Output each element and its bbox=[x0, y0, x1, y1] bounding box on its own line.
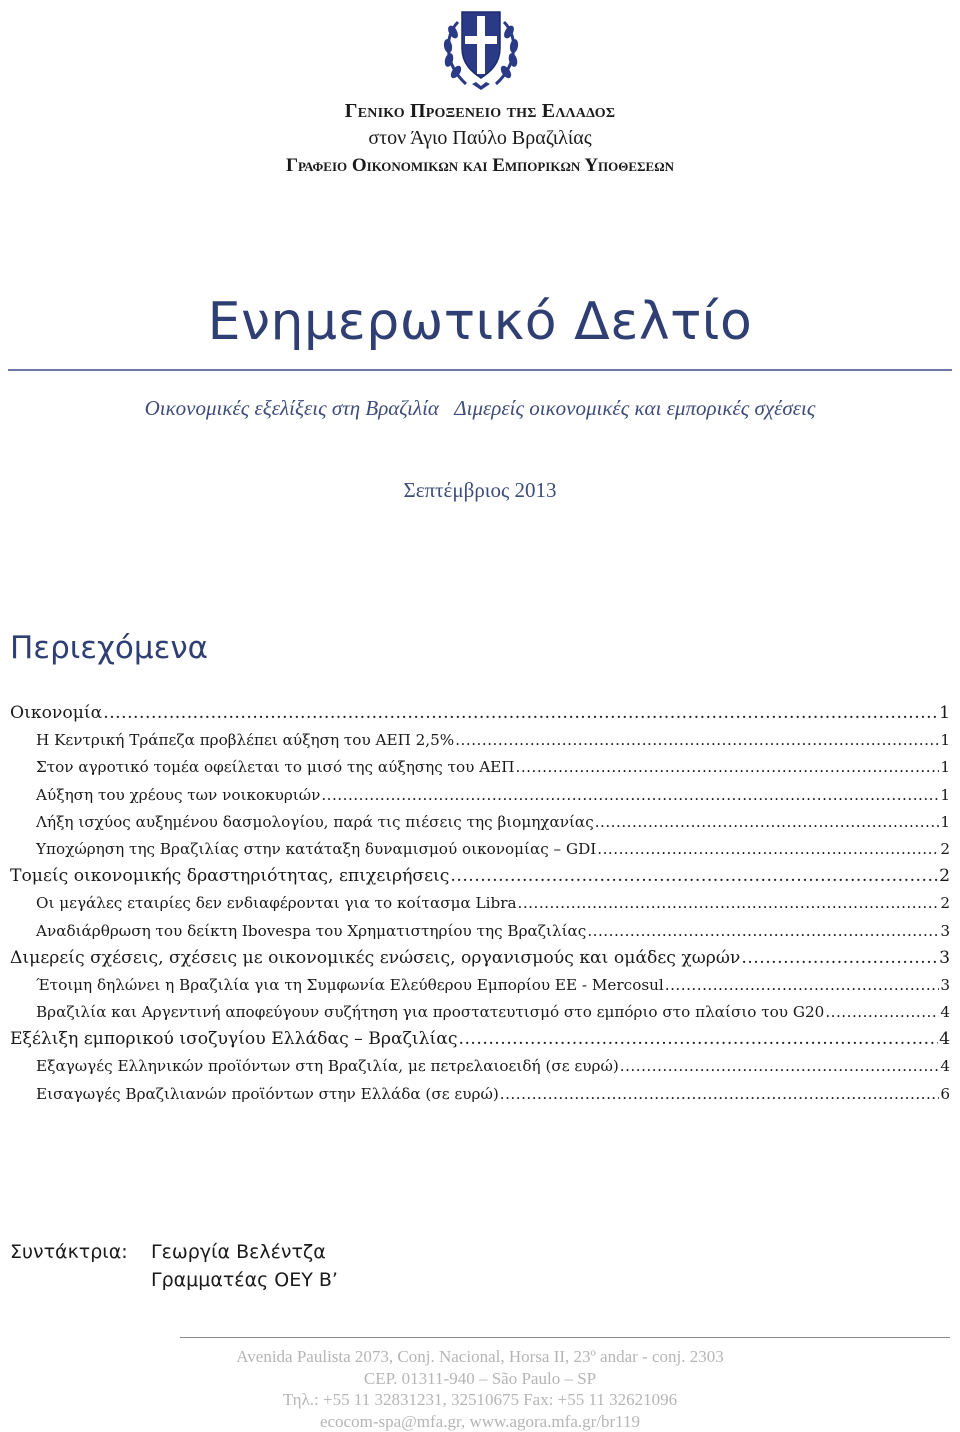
toc-entry[interactable] bbox=[10, 782, 950, 809]
toc-entry-page: 4 bbox=[939, 1026, 950, 1053]
footer-line: Τηλ.: +55 11 32831231, 32510675 Fax: +55 11 32621096 bbox=[180, 1389, 780, 1411]
toc-entry-title: Έτοιμη δηλώνει η Βραζιλία για τη Συμφωνία Ελεύθερου Εμπορίου ΕΕ - Mercosul bbox=[36, 972, 664, 999]
toc-entry-title: Εξέλιξη εμπορικού ισοζυγίου Ελλάδας – Βραζιλίας bbox=[10, 1026, 458, 1053]
toc-entry-title: Εισαγωγές Βραζιλιανών προϊόντων στην Ελλάδα (σε ευρώ) bbox=[36, 1081, 499, 1108]
toc-entry-page: 3 bbox=[939, 945, 950, 972]
consulate-location: στον Άγιο Παύλο Βραζιλίας bbox=[0, 127, 960, 150]
toc-dot-leader bbox=[459, 1026, 939, 1053]
toc-entry[interactable] bbox=[10, 918, 950, 945]
toc-dot-leader bbox=[103, 700, 938, 727]
toc-dot-leader bbox=[518, 890, 940, 917]
toc-entry[interactable] bbox=[10, 809, 950, 836]
footer-line: ecocom-spa@mfa.gr, www.agora.mfa.gr/br119 bbox=[180, 1411, 780, 1432]
toc-entry-page: 3 bbox=[940, 972, 950, 999]
toc-entry[interactable] bbox=[10, 890, 950, 917]
toc-entry[interactable] bbox=[10, 999, 950, 1026]
toc-entry[interactable] bbox=[10, 1053, 950, 1080]
contents-heading: Περιεχόμενα bbox=[10, 630, 208, 666]
footer-address bbox=[180, 1346, 780, 1432]
toc-dot-leader bbox=[500, 1081, 940, 1108]
toc-entry-title: Αύξηση του χρέους των νοικοκυριών bbox=[36, 782, 320, 809]
toc-entry[interactable] bbox=[10, 754, 950, 781]
toc-dot-leader bbox=[620, 1053, 940, 1080]
toc-entry-title: Οι μεγάλες εταιρίες δεν ενδιαφέρονται για το κοίτασμα Libra bbox=[36, 890, 517, 917]
toc-entry[interactable] bbox=[10, 1026, 950, 1053]
toc-entry[interactable] bbox=[10, 972, 950, 999]
toc-entry-page: 1 bbox=[940, 782, 950, 809]
footer-line: Avenida Paulista 2073, Conj. Nacional, Horsa II, 23º andar - conj. 2303 bbox=[180, 1346, 780, 1368]
table-of-contents bbox=[10, 700, 950, 1108]
toc-entry-title: Αναδιάρθρωση του δείκτη Ibovespa του Χρηματιστηρίου της Βραζιλίας bbox=[36, 918, 586, 945]
toc-dot-leader bbox=[455, 727, 939, 754]
toc-entry-page: 4 bbox=[940, 1053, 950, 1080]
toc-entry[interactable] bbox=[10, 945, 950, 972]
author-label: Συντάκτρια: bbox=[10, 1238, 151, 1266]
toc-entry-title: Οικονομία bbox=[10, 700, 102, 727]
consulate-name: Γενικο Προξενειο της Ελλαδος bbox=[0, 100, 960, 123]
toc-entry-page: 3 bbox=[940, 918, 950, 945]
toc-entry-title: Λήξη ισχύος αυξημένου δασμολογίου, παρά τις πιέσεις της βιομηχανίας bbox=[36, 809, 594, 836]
toc-entry-title: Διμερείς σχέσεις, σχέσεις με οικονομικές ενώσεις, οργανισμούς και ομάδες χωρών bbox=[10, 945, 740, 972]
title-divider bbox=[8, 369, 952, 371]
toc-entry-page: 2 bbox=[939, 863, 950, 890]
toc-entry[interactable] bbox=[10, 727, 950, 754]
toc-entry-page: 1 bbox=[939, 700, 950, 727]
toc-dot-leader bbox=[450, 863, 938, 890]
toc-entry-title: Υποχώρηση της Βραζιλίας στην κατάταξη δυναμισμού οικονομίας – GDI bbox=[36, 836, 596, 863]
toc-entry-title: Βραζιλία και Αργεντινή αποφεύγουν συζήτηση για προστατευτισμό στο εμπόριο στο πλαίσιο του G20 bbox=[36, 999, 824, 1026]
toc-entry-title: Τομείς οικονομικής δραστηριότητας, επιχειρήσεις bbox=[10, 863, 449, 890]
toc-entry-title: Η Κεντρική Τράπεζα προβλέπει αύξηση του ΑΕΠ 2,5% bbox=[36, 727, 454, 754]
toc-entry[interactable] bbox=[10, 863, 950, 890]
toc-dot-leader bbox=[825, 999, 939, 1026]
toc-entry-title: Στον αγροτικό τομέα οφείλεται το μισό της αύξησης του ΑΕΠ bbox=[36, 754, 515, 781]
toc-dot-leader bbox=[665, 972, 940, 999]
toc-dot-leader bbox=[741, 945, 938, 972]
author-name: Γεωργία Βελέντζα bbox=[151, 1241, 326, 1263]
toc-entry[interactable] bbox=[10, 836, 950, 863]
greek-coat-of-arms-emblem bbox=[436, 2, 526, 94]
author-role: Γραμματέας ΟΕΥ Β’ bbox=[10, 1266, 338, 1294]
footer-line: CEP. 01311-940 – São Paulo – SP bbox=[180, 1368, 780, 1390]
document-title: Ενημερωτικό Δελτίο bbox=[0, 292, 960, 352]
toc-entry[interactable] bbox=[10, 1081, 950, 1108]
toc-entry-page: 4 bbox=[940, 999, 950, 1026]
toc-dot-leader bbox=[516, 754, 940, 781]
office-name: Γραφειο Οικονομικων και Εμπορικων Υποθεσεων bbox=[0, 155, 960, 177]
toc-entry-page: 6 bbox=[940, 1081, 950, 1108]
document-date: Σεπτέμβριος 2013 bbox=[0, 478, 960, 503]
toc-entry-page: 2 bbox=[940, 836, 950, 863]
toc-entry-page: 1 bbox=[940, 754, 950, 781]
author-block bbox=[10, 1238, 338, 1294]
toc-dot-leader bbox=[595, 809, 940, 836]
document-subtitle: Οικονομικές εξελίξεις στη Βραζιλία Διμερείς οικονομικές και εμπορικές σχέσεις bbox=[0, 396, 960, 421]
toc-entry[interactable] bbox=[10, 700, 950, 727]
toc-dot-leader bbox=[321, 782, 939, 809]
toc-entry-page: 1 bbox=[940, 809, 950, 836]
toc-dot-leader bbox=[587, 918, 939, 945]
toc-entry-page: 1 bbox=[940, 727, 950, 754]
toc-entry-page: 2 bbox=[940, 890, 950, 917]
toc-dot-leader bbox=[597, 836, 939, 863]
toc-entry-title: Εξαγωγές Ελληνικών προϊόντων στη Βραζιλία, με πετρελαιοειδή (σε ευρώ) bbox=[36, 1053, 619, 1080]
footer-divider bbox=[180, 1337, 950, 1338]
